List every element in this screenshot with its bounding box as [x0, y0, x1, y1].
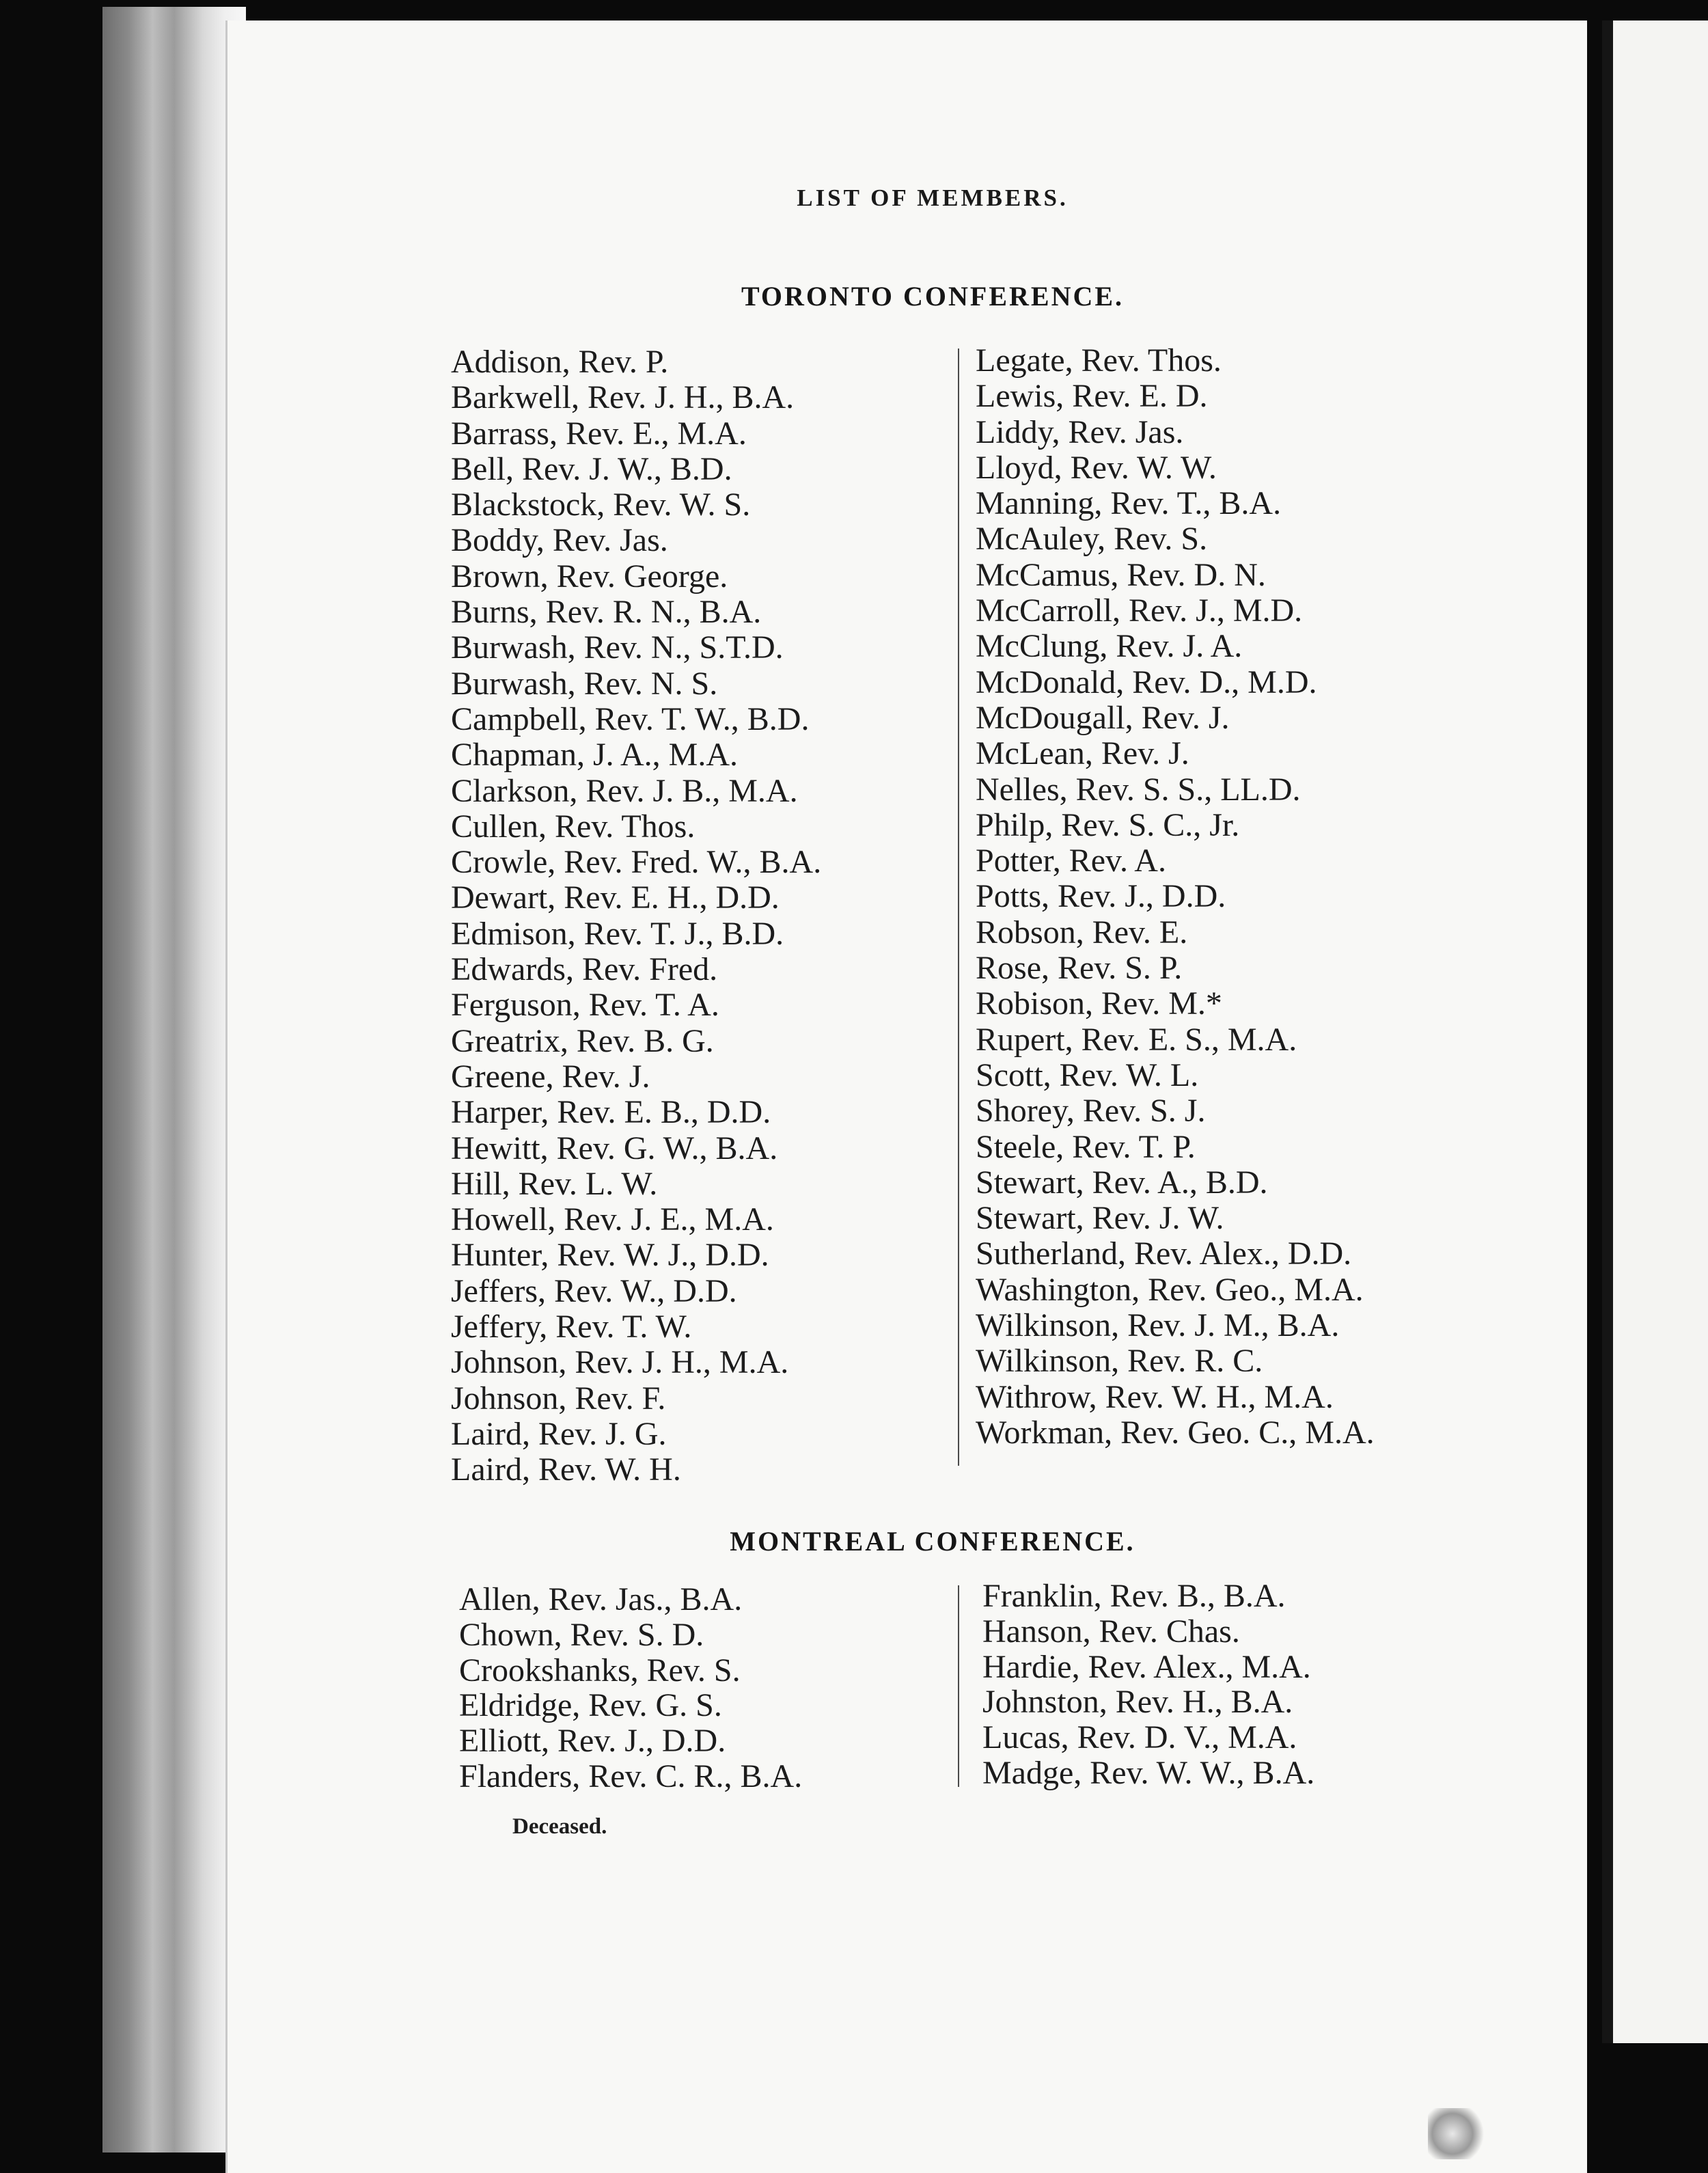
member-entry: Crookshanks, Rev. S.: [459, 1652, 741, 1689]
member-entry: Madge, Rev. W. W., B.A.: [982, 1754, 1315, 1791]
member-entry: Chapman, J. A., M.A.: [451, 737, 738, 774]
member-entry: Dewart, Rev. E. H., D.D.: [451, 879, 780, 916]
member-entry: Eldridge, Rev. G. S.: [459, 1687, 722, 1724]
member-entry: Johnson, Rev. F.: [451, 1380, 666, 1417]
member-entry: Manning, Rev. T., B.A.: [976, 485, 1282, 522]
member-entry: Potter, Rev. A.: [976, 843, 1166, 879]
member-entry: Franklin, Rev. B., B.A.: [982, 1578, 1286, 1614]
member-entry: Campbell, Rev. T. W., B.D.: [451, 700, 810, 737]
member-entry: Jeffers, Rev. W., D.D.: [451, 1272, 737, 1309]
member-entry: Clarkson, Rev. J. B., M.A.: [451, 772, 798, 809]
member-entry: Steele, Rev. T. P.: [976, 1128, 1196, 1165]
member-entry: Stewart, Rev. A., B.D.: [976, 1164, 1268, 1201]
member-entry: McAuley, Rev. S.: [976, 521, 1208, 558]
member-entry: Burwash, Rev. N. S.: [451, 665, 718, 702]
member-entry: Liddy, Rev. Jas.: [976, 413, 1184, 450]
member-entry: McLean, Rev. J.: [976, 735, 1189, 772]
member-entry: Johnston, Rev. H., B.A.: [982, 1684, 1293, 1721]
member-entry: Lewis, Rev. E. D.: [976, 378, 1208, 415]
toronto-conference-title: TORONTO CONFERENCE.: [741, 281, 1125, 312]
toronto-left-column: [451, 344, 821, 1488]
member-entry: Greatrix, Rev. B. G.: [451, 1022, 714, 1059]
member-entry: Edwards, Rev. Fred.: [451, 951, 718, 988]
member-entry: Allen, Rev. Jas., B.A.: [459, 1581, 743, 1617]
member-entry: Greene, Rev. J.: [451, 1058, 650, 1095]
montreal-left-column: [459, 1582, 802, 1794]
member-entry: Rupert, Rev. E. S., M.A.: [976, 1021, 1297, 1058]
member-entry: McDonald, Rev. D., M.D.: [976, 664, 1317, 700]
member-entry: Philp, Rev. S. C., Jr.: [976, 806, 1240, 843]
member-entry: Hanson, Rev. Chas.: [982, 1613, 1240, 1650]
column-divider: [958, 1585, 959, 1787]
member-entry: Laird, Rev. J. G.: [451, 1415, 667, 1452]
member-entry: Crowle, Rev. Fred. W., B.A.: [451, 844, 822, 881]
member-entry: Nelles, Rev. S. S., LL.D.: [976, 771, 1301, 808]
member-entry: McDougall, Rev. J.: [976, 699, 1230, 736]
facing-page-edge: [1602, 20, 1708, 2043]
member-entry: Johnson, Rev. J. H., M.A.: [451, 1344, 789, 1381]
member-entry: Bell, Rev. J. W., B.D.: [451, 450, 732, 487]
member-entry: Wilkinson, Rev. J. M., B.A.: [976, 1307, 1340, 1344]
member-entry: Lucas, Rev. D. V., M.A.: [982, 1719, 1297, 1756]
member-entry: Burwash, Rev. N., S.T.D.: [451, 629, 784, 666]
member-entry: Robison, Rev. M.*: [976, 985, 1222, 1022]
member-entry: Blackstock, Rev. W. S.: [451, 487, 751, 523]
member-entry: McCarroll, Rev. J., M.D.: [976, 592, 1303, 629]
book-page-edges: [102, 7, 246, 2152]
member-entry: Barkwell, Rev. J. H., B.A.: [451, 379, 795, 416]
member-entry: Ferguson, Rev. T. A.: [451, 987, 719, 1024]
footnote: Deceased.: [512, 1814, 607, 1839]
member-entry: Stewart, Rev. J. W.: [976, 1200, 1224, 1237]
member-entry: Jeffery, Rev. T. W.: [451, 1309, 692, 1345]
member-entry: Sutherland, Rev. Alex., D.D.: [976, 1235, 1352, 1272]
member-entry: McClung, Rev. J. A.: [976, 628, 1243, 665]
member-entry: Robson, Rev. E.: [976, 914, 1188, 951]
member-entry: Boddy, Rev. Jas.: [451, 522, 668, 559]
member-entry: Hardie, Rev. Alex., M.A.: [982, 1648, 1311, 1685]
member-entry: Barrass, Rev. E., M.A.: [451, 415, 747, 452]
member-entry: Hunter, Rev. W. J., D.D.: [451, 1237, 769, 1274]
member-entry: Washington, Rev. Geo., M.A.: [976, 1271, 1364, 1308]
member-entry: Cullen, Rev. Thos.: [451, 808, 695, 845]
member-entry: Lloyd, Rev. W. W.: [976, 449, 1217, 486]
member-entry: Flanders, Rev. C. R., B.A.: [459, 1758, 803, 1794]
member-entry: Potts, Rev. J., D.D.: [976, 878, 1226, 915]
column-divider: [958, 348, 959, 1466]
member-entry: Wilkinson, Rev. R. C.: [976, 1343, 1263, 1380]
toronto-right-column: [976, 343, 1375, 1451]
member-entry: Hewitt, Rev. G. W., B.A.: [451, 1130, 778, 1166]
member-entry: Elliott, Rev. J., D.D.: [459, 1723, 726, 1760]
member-entry: Harper, Rev. E. B., D.D.: [451, 1094, 771, 1131]
member-entry: Laird, Rev. W. H.: [451, 1451, 681, 1488]
member-entry: Brown, Rev. George.: [451, 558, 728, 594]
book-page: [225, 20, 1587, 2173]
member-entry: Scott, Rev. W. L.: [976, 1056, 1199, 1093]
running-head: LIST OF MEMBERS.: [797, 184, 1069, 211]
member-entry: Burns, Rev. R. N., B.A.: [451, 594, 762, 631]
member-entry: Howell, Rev. J. E., M.A.: [451, 1201, 774, 1238]
member-entry: Legate, Rev. Thos.: [976, 342, 1222, 379]
member-entry: Chown, Rev. S. D.: [459, 1616, 704, 1653]
member-entry: Addison, Rev. P.: [451, 344, 669, 380]
montreal-conference-title: MONTREAL CONFERENCE.: [730, 1526, 1135, 1557]
member-entry: McCamus, Rev. D. N.: [976, 556, 1266, 593]
montreal-right-column: [982, 1578, 1314, 1791]
scan-artifact: [1428, 2108, 1489, 2159]
member-entry: Hill, Rev. L. W.: [451, 1165, 658, 1202]
member-entry: Shorey, Rev. S. J.: [976, 1093, 1206, 1130]
member-entry: Withrow, Rev. W. H., M.A.: [976, 1378, 1334, 1415]
member-entry: Edmison, Rev. T. J., B.D.: [451, 915, 784, 952]
member-entry: Rose, Rev. S. P.: [976, 950, 1183, 987]
member-entry: Workman, Rev. Geo. C., M.A.: [976, 1414, 1375, 1451]
